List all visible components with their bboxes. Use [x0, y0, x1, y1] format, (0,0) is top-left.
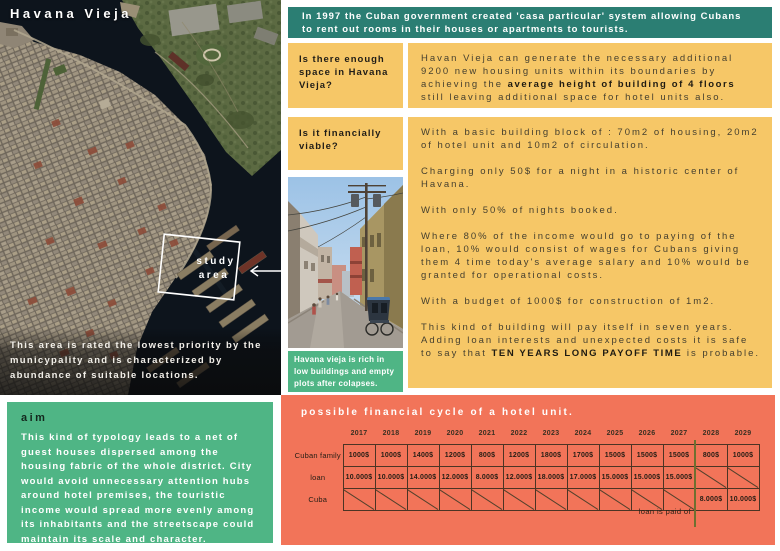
year-header: 2018	[382, 429, 400, 437]
year-header: 2026	[638, 429, 656, 437]
table-cell: 15.000$	[599, 466, 631, 488]
table-cell: 1000$	[375, 444, 407, 466]
street-photo-illustration	[288, 177, 403, 348]
question-space-label: Is there enough space in Havana Vieja?	[299, 54, 389, 91]
aim-box	[7, 402, 273, 543]
finance-paragraph-5: With a budget of 1000$ for construction of 1m2.	[421, 296, 716, 307]
year-header: 2019	[414, 429, 432, 437]
finance-p6-pre: This kind of building will pay itself in seven years. Adding loan interests and unexpected costs it is safe to say that	[421, 322, 749, 359]
finance-p6-post: is probable.	[682, 348, 761, 359]
table-cell: 1200$	[503, 444, 535, 466]
havana-map-panel	[0, 0, 281, 395]
table-cell: 800$	[471, 444, 503, 466]
finance-paragraph-3: With only 50% of nights booked.	[421, 205, 619, 216]
table-cell: 10.000$	[343, 466, 375, 488]
intro-banner	[288, 7, 772, 38]
crossed-cell	[535, 488, 567, 510]
year-header: 2020	[446, 429, 464, 437]
banner-line-2: to rent out rooms in their houses or apartments to tourists.	[302, 24, 629, 35]
diagonal-slash	[535, 489, 567, 510]
question-box-space	[288, 43, 403, 108]
diagonal-slash	[375, 489, 407, 510]
row-label: loan	[310, 472, 326, 482]
year-header: 2021	[478, 429, 496, 437]
crossed-cell	[407, 488, 439, 510]
table-cell: 14.000$	[407, 466, 439, 488]
table-cell: 18.000$	[535, 466, 567, 488]
question-finance-label: Is it financially viable?	[299, 128, 382, 152]
table-cell: 1000$	[343, 444, 375, 466]
diagonal-slash	[407, 489, 439, 510]
table-row-cuban-family	[293, 444, 759, 466]
crossed-cell	[375, 488, 407, 510]
diagonal-slash	[695, 467, 727, 488]
finance-paragraph-2: Charging only 50$ for a night in a historic center of Havana.	[421, 166, 740, 190]
table-cell: 1500$	[631, 444, 663, 466]
table-cell: 10.000$	[727, 488, 759, 510]
table-cell: 800$	[695, 444, 727, 466]
year-header: 2025	[606, 429, 624, 437]
table-cell: 1000$	[727, 444, 759, 466]
diagonal-slash	[471, 489, 503, 510]
aim-heading: aim	[21, 412, 48, 424]
financial-panel	[281, 395, 775, 545]
table-row-loan	[293, 466, 759, 488]
answer-box-space	[408, 43, 772, 108]
answer-box-finance	[408, 117, 772, 388]
answer-space-post: still leaving additional space for hotel units also.	[421, 92, 726, 103]
table-cell: 1400$	[407, 444, 439, 466]
photo-caption: Havana vieja is rich in low buildings and empty plots after colapses.	[288, 351, 403, 392]
diagonal-slash	[727, 467, 759, 488]
crossed-cell	[727, 466, 759, 488]
table-cell: 8.000$	[471, 466, 503, 488]
satellite-map-image	[0, 0, 281, 395]
year-header: 2023	[542, 429, 560, 437]
crossed-cell	[471, 488, 503, 510]
table-cell: 1200$	[439, 444, 471, 466]
crossed-cell	[695, 466, 727, 488]
street-photo	[288, 177, 403, 348]
diagonal-slash	[439, 489, 471, 510]
table-cell: 15.000$	[663, 466, 695, 488]
study-area-label-line1: study	[196, 256, 236, 267]
year-header: 2028	[702, 429, 720, 437]
study-area-label-line2: area	[198, 270, 230, 281]
finance-paragraph-4: Where 80% of the income would go to paying of the loan, 10% would consist of wages for Cubans giving them 4 time today's average salary and 10% would be granted for operational costs.	[421, 231, 751, 281]
answer-space-pre: Havan Vieja can generate the necessary additional 9200 new housing units within its boundaries by achieving the	[421, 53, 734, 90]
table-cell: 8.000$	[695, 488, 727, 510]
year-header: 2017	[350, 429, 368, 437]
table-cell: 1800$	[535, 444, 567, 466]
table-cell: 1500$	[663, 444, 695, 466]
financial-table-wrap	[293, 423, 763, 516]
table-cell: 12.000$	[503, 466, 535, 488]
question-box-finance	[288, 117, 403, 170]
crossed-cell	[343, 488, 375, 510]
crossed-cell	[439, 488, 471, 510]
finance-p6-bold: TEN YEARS LONG PAYOFF TIME	[491, 348, 683, 359]
year-header: 2027	[670, 429, 688, 437]
row-label: Cuban family	[294, 450, 341, 460]
financial-title: possible financial cycle of a hotel unit.	[301, 407, 575, 418]
row-label: Cuba	[308, 494, 328, 504]
year-header: 2029	[734, 429, 752, 437]
banner-line-1: In 1997 the Cuban government created 'casa particular' system allowing Cubans	[302, 11, 742, 22]
table-cell: 10.000$	[375, 466, 407, 488]
crossed-cell	[503, 488, 535, 510]
table-cell: 12.000$	[439, 466, 471, 488]
answer-space-bold: average height of building of 4 floors	[507, 79, 736, 90]
table-cell: 1500$	[599, 444, 631, 466]
answer-space-paragraph	[421, 52, 762, 104]
map-title: Havana Vieja	[10, 6, 132, 21]
map-caption: This area is rated the lowest priority by the municypality and is characterized by abundance of suitable locations.	[10, 340, 262, 381]
loan-paid-label: loan is paid of	[638, 507, 691, 516]
finance-paragraph-6	[421, 321, 762, 360]
diagonal-slash	[343, 489, 375, 510]
finance-paragraph-1: With a basic building block of : 70m2 of housing, 20m2 of hotel unit and 10m2 of circulation.	[421, 127, 759, 151]
table-cell: 15.000$	[631, 466, 663, 488]
year-header: 2024	[574, 429, 592, 437]
years-row	[293, 423, 759, 444]
financial-table	[293, 423, 760, 511]
table-cell: 1700$	[567, 444, 599, 466]
loan-paid-marker-line	[694, 440, 696, 527]
aim-body: This kind of typology leads to a net of guest houses dispersed among the housing fabric of the whole district. City would avoid unnecessary attention hubs around hotel premises, the touristic income would spread more evenly among its inhabitants and the streetscape could maintain its scale and character.	[21, 432, 255, 545]
table-cell: 17.000$	[567, 466, 599, 488]
diagonal-slash	[503, 489, 535, 510]
year-header: 2022	[510, 429, 528, 437]
